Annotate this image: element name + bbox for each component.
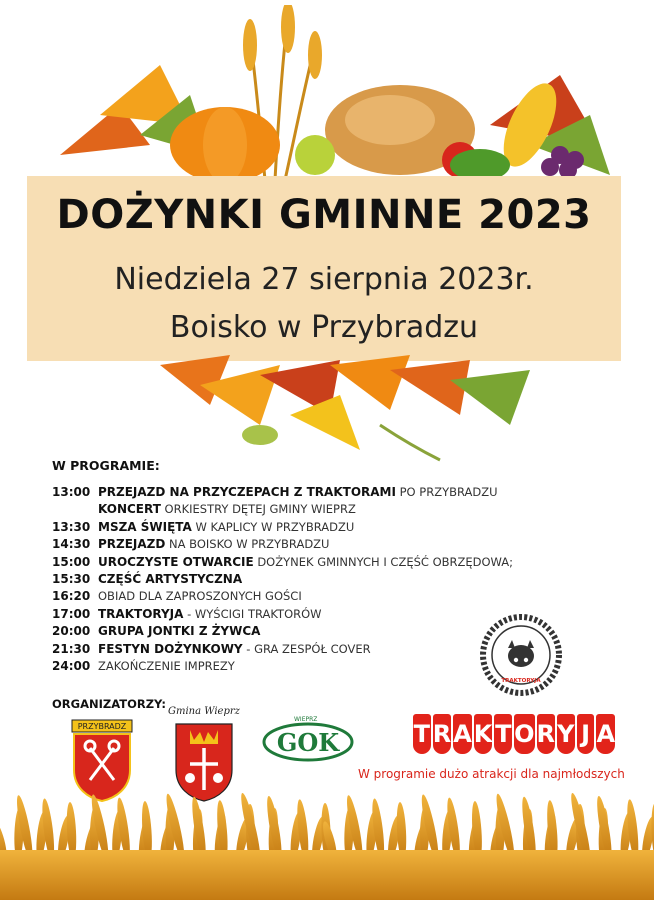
program-event-bold: MSZA ŚWIĘTA: [98, 519, 192, 534]
wordmark-letter: O: [514, 714, 534, 754]
event-title: DOŻYNKI GMINNE 2023: [56, 192, 592, 238]
program-event-bold: UROCZYSTE OTWARCIE: [98, 554, 254, 569]
wordmark-letter: Y: [557, 714, 575, 754]
wordmark-letter: J: [577, 714, 595, 754]
program-time: 16:20: [52, 589, 91, 604]
gok-top-text: WIEPRZ: [294, 716, 318, 723]
program-heading: W PROGRAMIE:: [52, 458, 160, 473]
program-row: [52, 484, 572, 501]
emblem-text: TRAKTORYJA: [501, 678, 541, 684]
traktoryja-emblem-logo: [478, 612, 564, 698]
wordmark-letter: A: [596, 714, 615, 754]
program-time: 15:30: [52, 571, 91, 586]
harvest-illustration: [60, 5, 610, 185]
program-event-text: DOŻYNEK GMINNYCH I CZĘŚĆ OBRZĘDOWA;: [253, 554, 514, 569]
przybradz-label: PRZYBRADZ: [77, 722, 127, 731]
program-row: [52, 501, 572, 518]
program-time: 13:30: [52, 519, 91, 534]
organizers-heading: ORGANIZATORZY:: [52, 697, 166, 711]
program-event-bold: GRUPA JONTKI Z ŻYWCA: [98, 624, 261, 639]
traktoryja-wordmark: [413, 714, 617, 754]
wordmark-letter: R: [537, 714, 555, 754]
wordmark-letter: K: [474, 714, 493, 754]
program-row: [52, 554, 572, 571]
program-time: 15:00: [52, 554, 91, 569]
gok-label: GOK: [276, 728, 340, 757]
title-banner: [27, 176, 621, 361]
wordmark-letter: A: [453, 714, 472, 754]
program-row: [52, 571, 572, 588]
wordmark-letter: R: [433, 714, 451, 754]
event-date: Niedziela 27 sierpnia 2023r.: [114, 262, 534, 297]
program-time: 24:00: [52, 658, 91, 673]
gok-logo: [262, 720, 354, 762]
program-time: 20:00: [52, 624, 91, 639]
program-event-text: - WYŚCIGI TRAKTORÓW: [183, 606, 322, 621]
autumn-leaves-decoration: [140, 355, 540, 465]
program-event-text: - GRA ZESPÓŁ COVER: [242, 641, 371, 656]
gmina-wieprz-label: Gmina Wieprz: [168, 706, 240, 717]
event-venue: Boisko w Przybradzu: [169, 310, 479, 345]
program-row: [52, 519, 572, 536]
wordmark-letter: T: [494, 714, 512, 754]
program-time: 17:00: [52, 606, 91, 621]
program-event-text: W KAPLICY W PRZYBRADZU: [191, 519, 355, 534]
wheat-field-decoration: [0, 790, 654, 900]
wordmark-letter: T: [413, 714, 431, 754]
program-row: [52, 536, 572, 553]
program-event-bold: PRZEJAZD NA PRZYCZEPACH Z TRAKTORAMI: [98, 485, 396, 499]
program-time: 13:00: [52, 485, 91, 499]
program-event-text: NA BOISKO W PRZYBRADZU: [165, 537, 330, 552]
program-event-bold: KONCERT: [98, 502, 161, 517]
program-event-bold: FESTYN DOŻYNKOWY: [98, 641, 243, 656]
program-event-text: ORKIESTRY DĘTEJ GMINY WIEPRZ: [160, 502, 356, 517]
program-time: 14:30: [52, 537, 91, 552]
program-event-bold: CZĘŚĆ ARTYSTYCZNA: [98, 571, 243, 586]
program-row: [52, 588, 572, 605]
program-event-text: PO PRZYBRADZU: [395, 485, 498, 499]
traktoryja-subtitle: W programie dużo atrakcji dla najmłodszych: [358, 767, 625, 781]
program-event-bold: TRAKTORYJA: [98, 606, 184, 621]
program-time: 21:30: [52, 641, 91, 656]
program-event-text: ZAKOŃCZENIE IMPREZY: [98, 658, 235, 673]
program-event-text: OBIAD DLA ZAPROSZONYCH GOŚCI: [98, 589, 302, 604]
program-event-bold: PRZEJAZD: [98, 537, 166, 552]
